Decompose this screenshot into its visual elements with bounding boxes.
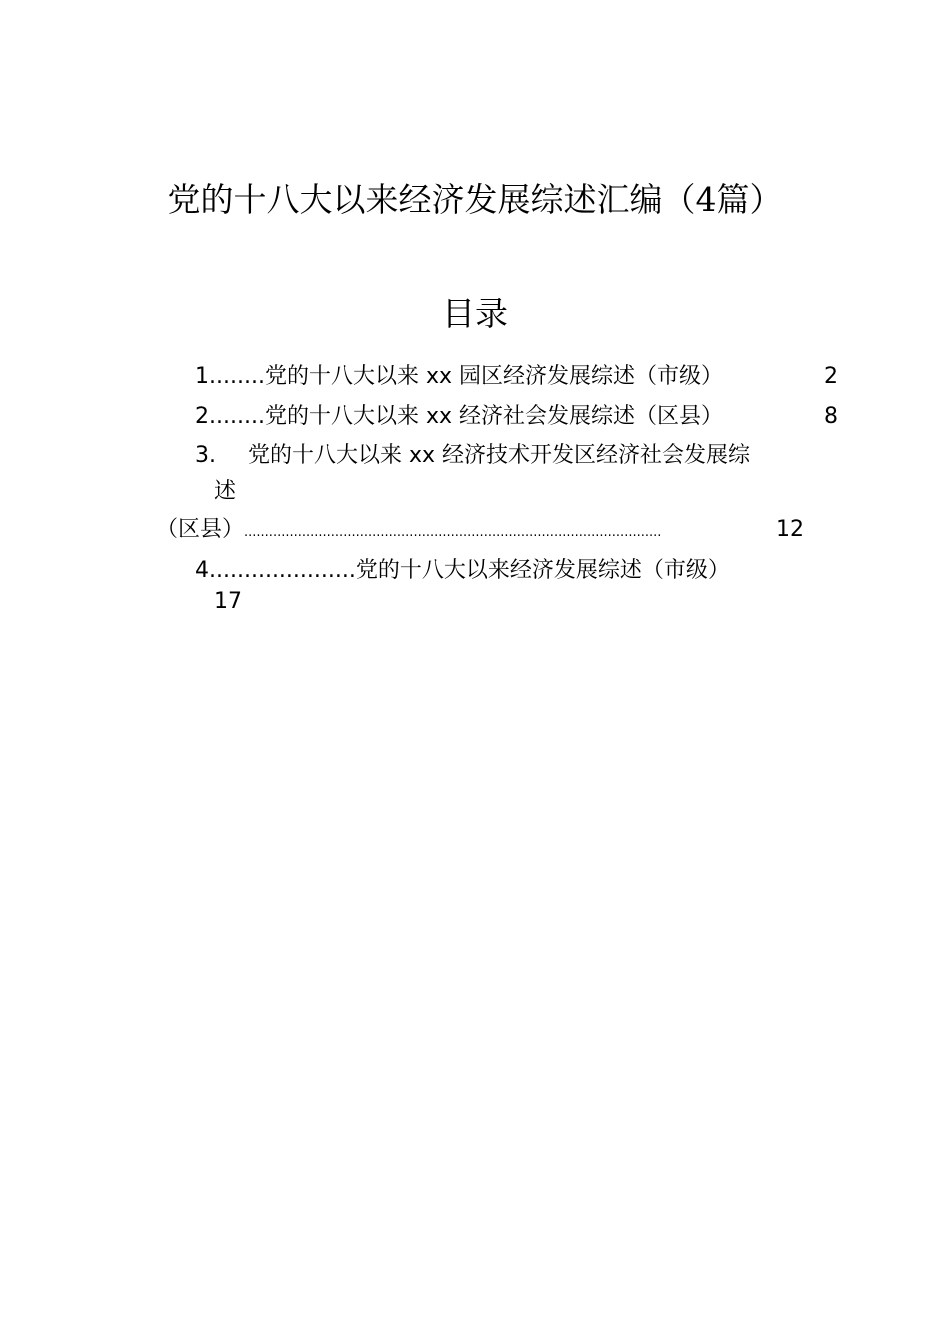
toc-entry-2-page: 8 [824, 404, 838, 429]
toc-entry-title: 党的十八大以来经济发展综述（市级） [355, 558, 730, 583]
toc-entry-number: 1 [195, 364, 209, 389]
toc-entry-3-line3[interactable] [156, 515, 806, 548]
toc-entry-leader: ..................... [209, 558, 356, 583]
toc-entry-3-number: 3. [195, 443, 216, 468]
toc-entry-4[interactable] [195, 556, 730, 586]
toc-entry-3-title-line1[interactable]: 党的十八大以来 xx 经济技术开发区经济社会发展综 [248, 443, 751, 468]
toc-entry-1-page: 2 [824, 364, 838, 389]
toc-entry-title: 党的十八大以来 xx 园区经济发展综述（市级） [264, 364, 723, 389]
toc-heading: 目录 [442, 294, 508, 333]
toc-entry-title: （区县） [156, 517, 245, 542]
toc-entry-leader: ..................................................................................................... [244, 525, 662, 540]
toc-entry-4-page: 17 [214, 589, 242, 614]
toc-entry-3-page: 12 [776, 517, 804, 542]
toc-entry-number: 4 [195, 558, 209, 583]
toc-entry-title: 党的十八大以来 xx 经济社会发展综述（区县） [264, 404, 723, 429]
document-title: 党的十八大以来经济发展综述汇编（4篇） [167, 180, 783, 219]
toc-entry-3-title-line2[interactable]: 述 [214, 479, 237, 504]
toc-entry-leader: ........ [209, 364, 265, 389]
toc-entry-1[interactable] [195, 362, 723, 392]
toc-entry-2[interactable] [195, 402, 723, 432]
toc-entry-leader: ........ [209, 404, 265, 429]
toc-entry-number: 2 [195, 404, 209, 429]
